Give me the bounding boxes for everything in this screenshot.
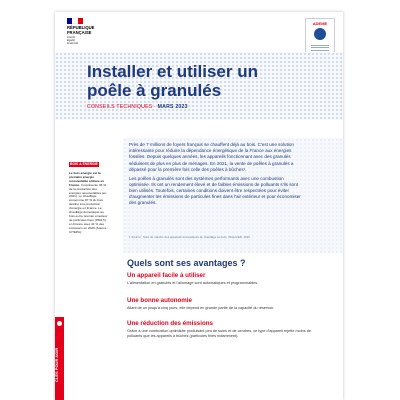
subtitle-category: CONSEILS TECHNIQUES ·: [87, 104, 156, 110]
strip-dot-icon: [57, 321, 62, 326]
rf-motto: [67, 36, 107, 45]
motto-liberte: Liberté: [67, 36, 75, 40]
ademe-logo: [305, 18, 335, 54]
advantage-text-1: L'alimentation en granulés et l'allumage sont automatiques et programmables.: [127, 281, 259, 285]
advantage-title-2: Une bonne autonomie: [127, 297, 192, 304]
motto-fraternite: Fraternité: [67, 42, 79, 46]
sidebar-strip-text: CLÉS POUR AGIR: [54, 347, 59, 382]
rf-line-2: FRANÇAISE: [67, 29, 92, 35]
document-page: [55, 12, 343, 400]
motto-egalite: Égalité: [67, 39, 75, 43]
logo-lines: [311, 43, 329, 51]
sidebar-card: [69, 152, 109, 235]
advantage-text-3: Grâce à une combustion optimisée produisant peu de suies et de cendres, ce type d'appareil rejette moins de polluants que les appareils à bûches (particules fines notamment).: [127, 329, 311, 338]
advantage-section-2: [127, 297, 327, 311]
rf-line-1: RÉPUBLIQUE: [67, 25, 95, 30]
section-heading: Quels sont ses avantages ?: [127, 258, 246, 268]
intro-paragraph-1: Près de 7 millions de foyers français se chauffent déjà au bois. C'est une solution intéressante pour réduire la dépendance énergétique de la France aux énergies fossiles. Depuis quelques années, les appareils fonctionnant avec des granulés séduisent de plus en plus de ménages. En 2021, la vente de poêles à granulés a dépassé pour la première fois celle des poêles à bûches¹.: [129, 142, 294, 172]
sidebar-label: BOIS & ÉNERGIE: [70, 162, 98, 166]
advantage-section-3: [127, 320, 327, 339]
intro-paragraph-2: Les poêles à granulés sont des systèmes performants avec une combustion optimisée. Ils ont un rendement élevé et de faibles émissions de polluants s'ils sont bien utilisés. Toutefois, certaines conditions doivent être respectées pour éviter d'augmenter les émissions de particules fines dans l'air extérieur et pour économiser des granulés.: [129, 175, 301, 206]
french-flag-icon: [67, 18, 83, 24]
ademe-name: ADEME: [312, 21, 328, 26]
page-subtitle: [87, 104, 188, 110]
advantage-title-3: Une réduction des émissions: [127, 320, 213, 327]
subtitle-date: MARS 2023: [157, 104, 188, 110]
intro-text: [129, 142, 305, 209]
page-title: Installer et utiliser un poêle à granulés: [87, 62, 258, 100]
footnote: 1 Source : Suivi du marché des appareils domestiques de chauffage au bois, Observ'ER, 2022: [129, 235, 251, 239]
sidebar-body-text: Il représente 36 % de la production des énergies renouvelables (en 2021). Le chauffage consomme 87 % du bois destiné à la production d'énergie en France. Le chauffage domestique au bois est le premier émetteur de particules fines (PM2,5) en France avec 41 % des émissions en 2020 (Source : CITEPA).: [69, 182, 109, 234]
republique-francaise-logo: [67, 18, 107, 45]
flag-red: [78, 18, 83, 24]
advantage-section-1: [127, 272, 327, 286]
globe-icon: [314, 28, 326, 40]
advantage-text-2: Allant de un jusqu'à cinq jours, elle dépend en grande partie de la capacité du réservoir.: [127, 306, 275, 310]
sidebar-bold-text: Le bois-énergie est la première énergie renouvelable utilisée en France.: [69, 171, 105, 187]
advantage-title-1: Un appareil facile à utiliser: [127, 272, 206, 279]
sidebar-text: [69, 172, 109, 235]
